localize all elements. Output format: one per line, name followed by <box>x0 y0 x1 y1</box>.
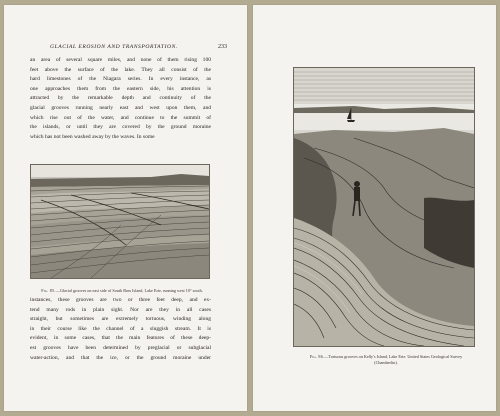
text-line: evident, in some cases, that the main features of these deep- <box>30 335 211 342</box>
text-line: in their course like the channel of a sluggish stream. It is <box>30 325 211 332</box>
left-book-page <box>4 5 247 411</box>
text-line: instances, these grooves are two or three feet deep, and ex- <box>30 297 211 303</box>
text-line: which has not been washed away by the waves. In some <box>30 133 155 140</box>
text-line: feet above the surface of the lake. They all consist of the <box>30 66 211 73</box>
text-line: est grooves have been determined by preglacial or subglacial <box>30 344 211 351</box>
text-line: tend many rods in plain sight. Nor are they in all cases <box>30 306 211 313</box>
grooved-rock-illustration <box>31 165 209 278</box>
text-line: water-action, and that the ice, or the ground moraine under <box>30 354 211 361</box>
caption-text: —Glacial grooves on east side of South Bass Island, Lake Erie, running west 10° south. <box>55 288 203 293</box>
body-paragraph-top <box>30 56 211 142</box>
text-line: glacial grooves running nearly east and west upon them, and <box>30 104 211 111</box>
figure-caption <box>301 354 471 365</box>
glacial-grooves-engraving <box>30 164 210 279</box>
caption-text: —Tortuous grooves on Kelly's Island, Lake Erie. United States Geological Survey (Chamberlin). <box>324 354 463 365</box>
text-line: the islands, or until they are covered by the ground moraine <box>30 124 211 131</box>
body-paragraph-bottom <box>30 296 211 363</box>
text-line: one approaches them from the eastern side, his attention is <box>30 85 211 92</box>
kellys-island-illustration <box>294 68 474 346</box>
page-number: 233 <box>218 44 227 50</box>
tortuous-grooves-engraving <box>293 67 475 347</box>
text-line: which rise out of the water, and continue to the summit of <box>30 114 211 121</box>
figure-caption <box>34 288 210 294</box>
text-line: straight, but sometimes are extremely tortuous, winding along <box>30 316 211 323</box>
text-line: an area of several square miles, and none of them rising 100 <box>30 57 211 63</box>
text-line: attracted by the remarkable depth and continuity of the <box>30 95 211 102</box>
figure-label: Fig. 86. <box>309 354 325 359</box>
right-book-page <box>253 5 496 411</box>
figure-label: Fig. 85. <box>41 288 56 293</box>
text-line: hard limestones of the Niagara series. In every instance, as <box>30 76 211 83</box>
running-head: GLACIAL EROSION AND TRANSPORTATION. <box>50 44 178 50</box>
